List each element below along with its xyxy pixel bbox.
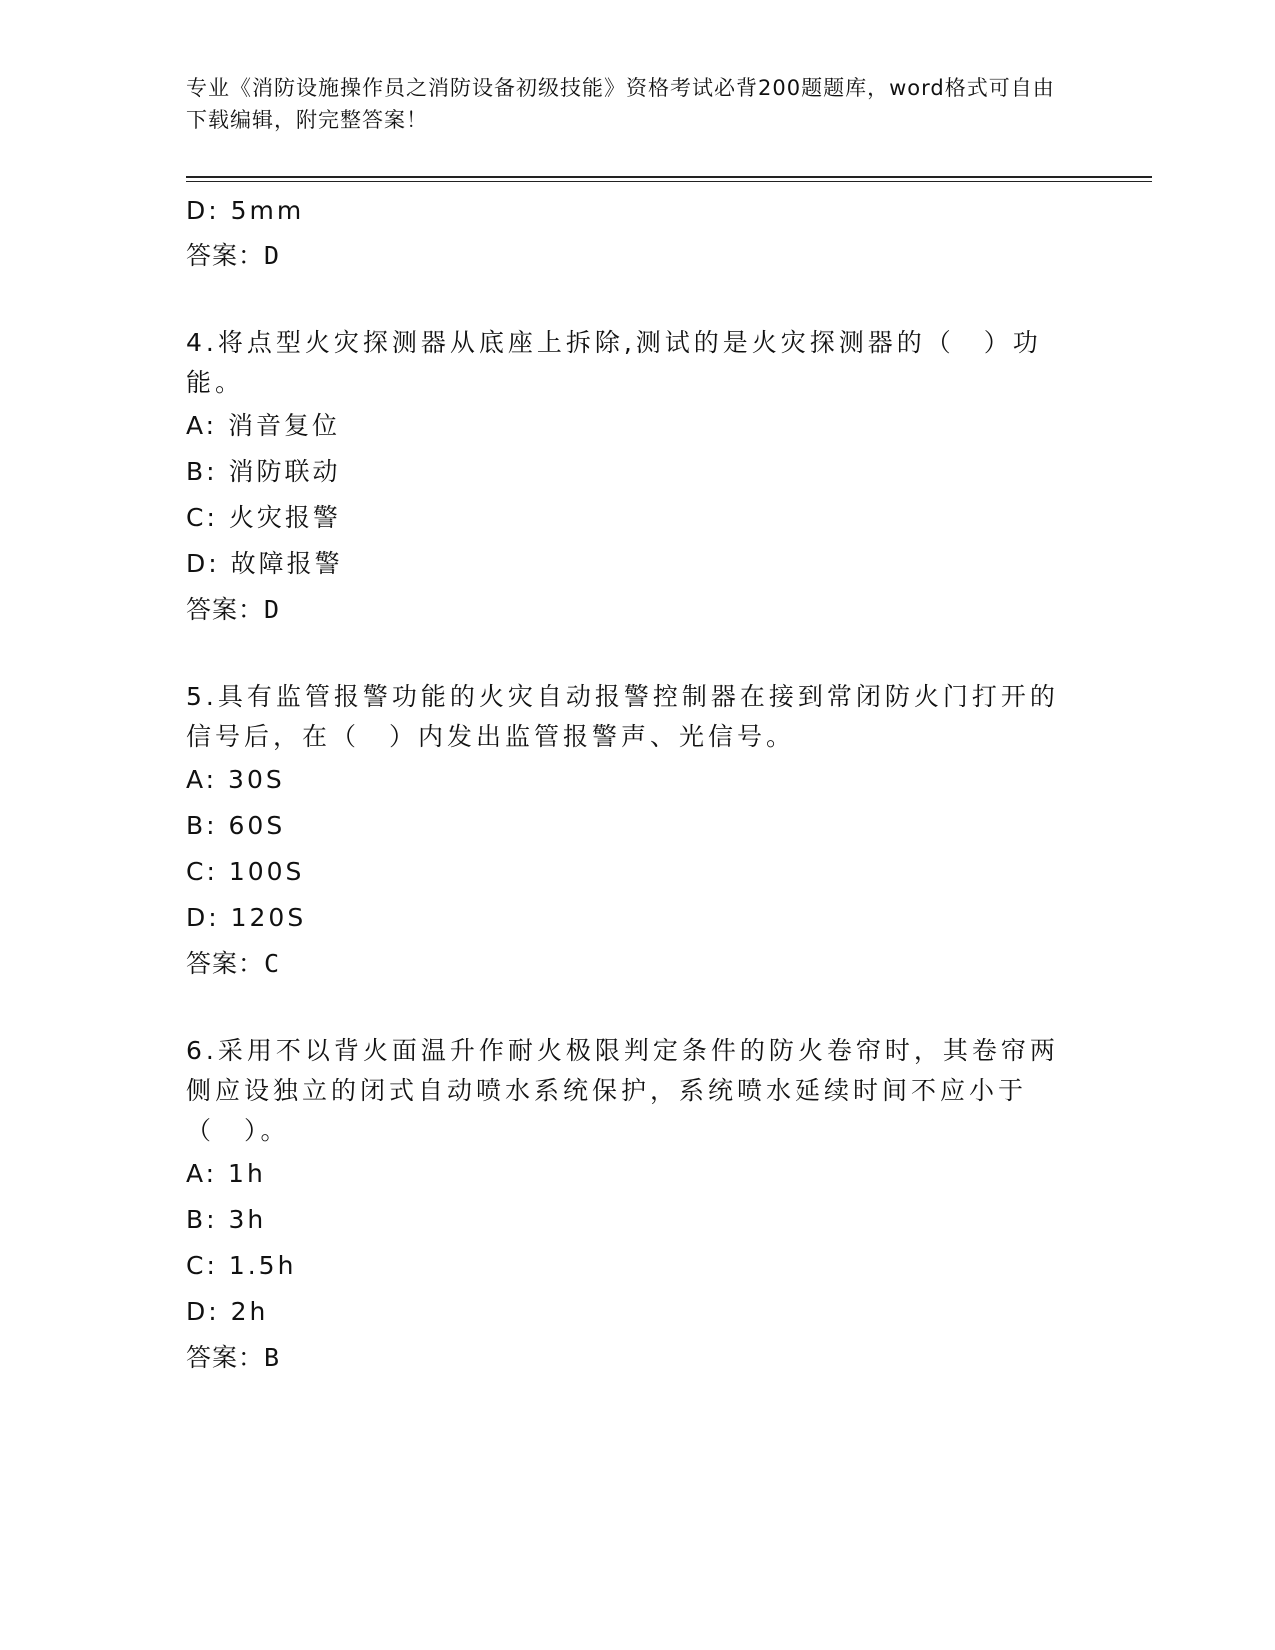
answer-label: 答案： xyxy=(186,595,265,624)
option-a: A: 消音复位 xyxy=(186,411,341,440)
header-divider-thin xyxy=(186,181,1152,182)
answer-value: D xyxy=(264,241,280,270)
question-5 xyxy=(186,677,1066,987)
option-a: A: 1h xyxy=(186,1159,266,1188)
option-b: B: 60S xyxy=(186,811,286,840)
option-d: D: 故障报警 xyxy=(186,549,343,578)
spacer xyxy=(186,279,1066,323)
answer-value: C xyxy=(264,949,280,978)
answer-line xyxy=(186,941,1066,987)
spacer xyxy=(186,987,1066,1031)
question-list xyxy=(186,189,1066,1381)
answer-line xyxy=(186,587,1066,633)
question-text: 4.将点型火灾探测器从底座上拆除,测试的是火灾探测器的（ ）功能。 xyxy=(186,328,1042,397)
option-d: D: 5mm xyxy=(186,196,305,225)
option-c: C: 1.5h xyxy=(186,1251,297,1280)
header-divider-thick xyxy=(186,176,1152,178)
answer-label: 答案： xyxy=(186,1343,265,1372)
option-d: D: 2h xyxy=(186,1297,269,1326)
question-text: 5.具有监管报警功能的火灾自动报警控制器在接到常闭防火门打开的信号后，在（ ）内发出监管报警声、光信号。 xyxy=(186,682,1059,751)
question-4 xyxy=(186,323,1066,633)
answer-label: 答案： xyxy=(186,949,265,978)
option-a: A: 30S xyxy=(186,765,285,794)
spacer xyxy=(186,633,1066,677)
option-d: D: 120S xyxy=(186,903,307,932)
question-6 xyxy=(186,1031,1066,1381)
answer-value: B xyxy=(264,1343,280,1372)
option-b: B: 3h xyxy=(186,1205,267,1234)
answer-line xyxy=(186,1335,1066,1381)
question-text: 6.采用不以背火面温升作耐火极限判定条件的防火卷帘时，其卷帘两侧应设独立的闭式自动喷水系统保护，系统喷水延续时间不应小于（ ）。 xyxy=(186,1036,1059,1145)
option-b: B: 消防联动 xyxy=(186,457,341,486)
question-3-tail xyxy=(186,189,1066,279)
option-c: C: 火灾报警 xyxy=(186,503,341,532)
answer-value: D xyxy=(264,595,280,624)
answer-line xyxy=(186,233,1066,279)
answer-label: 答案： xyxy=(186,241,265,270)
option-c: C: 100S xyxy=(186,857,305,886)
document-header: 专业《消防设施操作员之消防设备初级技能》资格考试必背200题题库，word格式可自由下载编辑，附完整答案！ xyxy=(186,76,1055,132)
